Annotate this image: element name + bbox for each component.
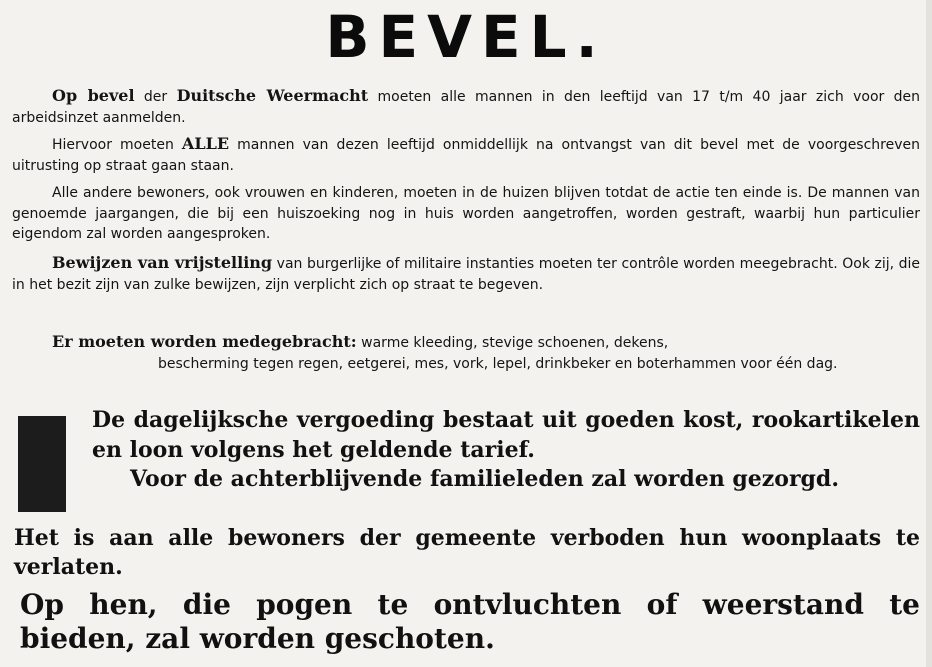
items-text-first: warme kleeding, stevige schoenen, dekens, (356, 335, 669, 351)
paragraph-exemptions (12, 253, 920, 295)
paragraph-residents (12, 183, 920, 245)
all-men-text-b: mannen van dezen leeftijd onmiddellijk na ontvangst van dit bevel met de voorgeschreven uitrusting op straat gaan staan. (12, 137, 920, 174)
compensation-line1: De dagelijksche vergoeding bestaat uit goeden kost, rookartikelen en loon volgens het geldende tarief. (92, 407, 920, 463)
poster-title: BEVEL. (325, 3, 607, 71)
black-bar (18, 416, 66, 512)
prohibition-text: Het is aan alle bewoners der gemeente verboden hun woonplaats te verlaten. (14, 525, 920, 580)
order-text-b: moeten alle mannen in den leeftijd van 17 t/m 40 jaar zich voor den arbeidsinzet aanmelden. (12, 89, 921, 126)
exemptions-text: van burgerlijke of militaire instanties moeten ter contrôle worden meegebracht. Ook zij, die in het bezit zijn van zulke bewijzen, zijn verplicht zich op straat te begeven. (12, 256, 921, 293)
paragraph-all-men (12, 134, 920, 176)
items-list (52, 332, 920, 374)
army-bold: Duitsche Weermacht (176, 86, 369, 105)
items-bold: Er moeten worden medegebracht: (52, 332, 357, 351)
compensation-line2: Voor de achterblijvende familieleden zal worden gezorgd. (130, 466, 839, 492)
compensation-block (92, 406, 920, 495)
order-text-a: der (134, 89, 177, 105)
exemptions-bold: Bewijzen van vrijstelling (52, 253, 273, 272)
warning-text: Op hen, die pogen te ontvluchten of weerstand te bieden, zal worden geschoten. (20, 588, 920, 655)
order-bold: Op bevel (52, 86, 135, 105)
paper-edge (926, 0, 932, 667)
all-bold: ALLE (181, 134, 230, 153)
residents-text: Alle andere bewoners, ook vrouwen en kinderen, moeten in de huizen blijven totdat de actie ten einde is. De mannen van genoemde jaargangen, die bij een huiszoeking nog in huis worden aangetroffen, worden gestraft, waarbij hun particulier eigendom zal worden aangesproken. (12, 185, 920, 242)
paragraph-order (12, 86, 920, 128)
items-text-rest: bescherming tegen regen, eetgerei, mes, vork, lepel, drinkbeker en boterhammen voor één dag. (158, 355, 838, 372)
all-men-text-a: Hiervoor moeten (52, 137, 182, 153)
